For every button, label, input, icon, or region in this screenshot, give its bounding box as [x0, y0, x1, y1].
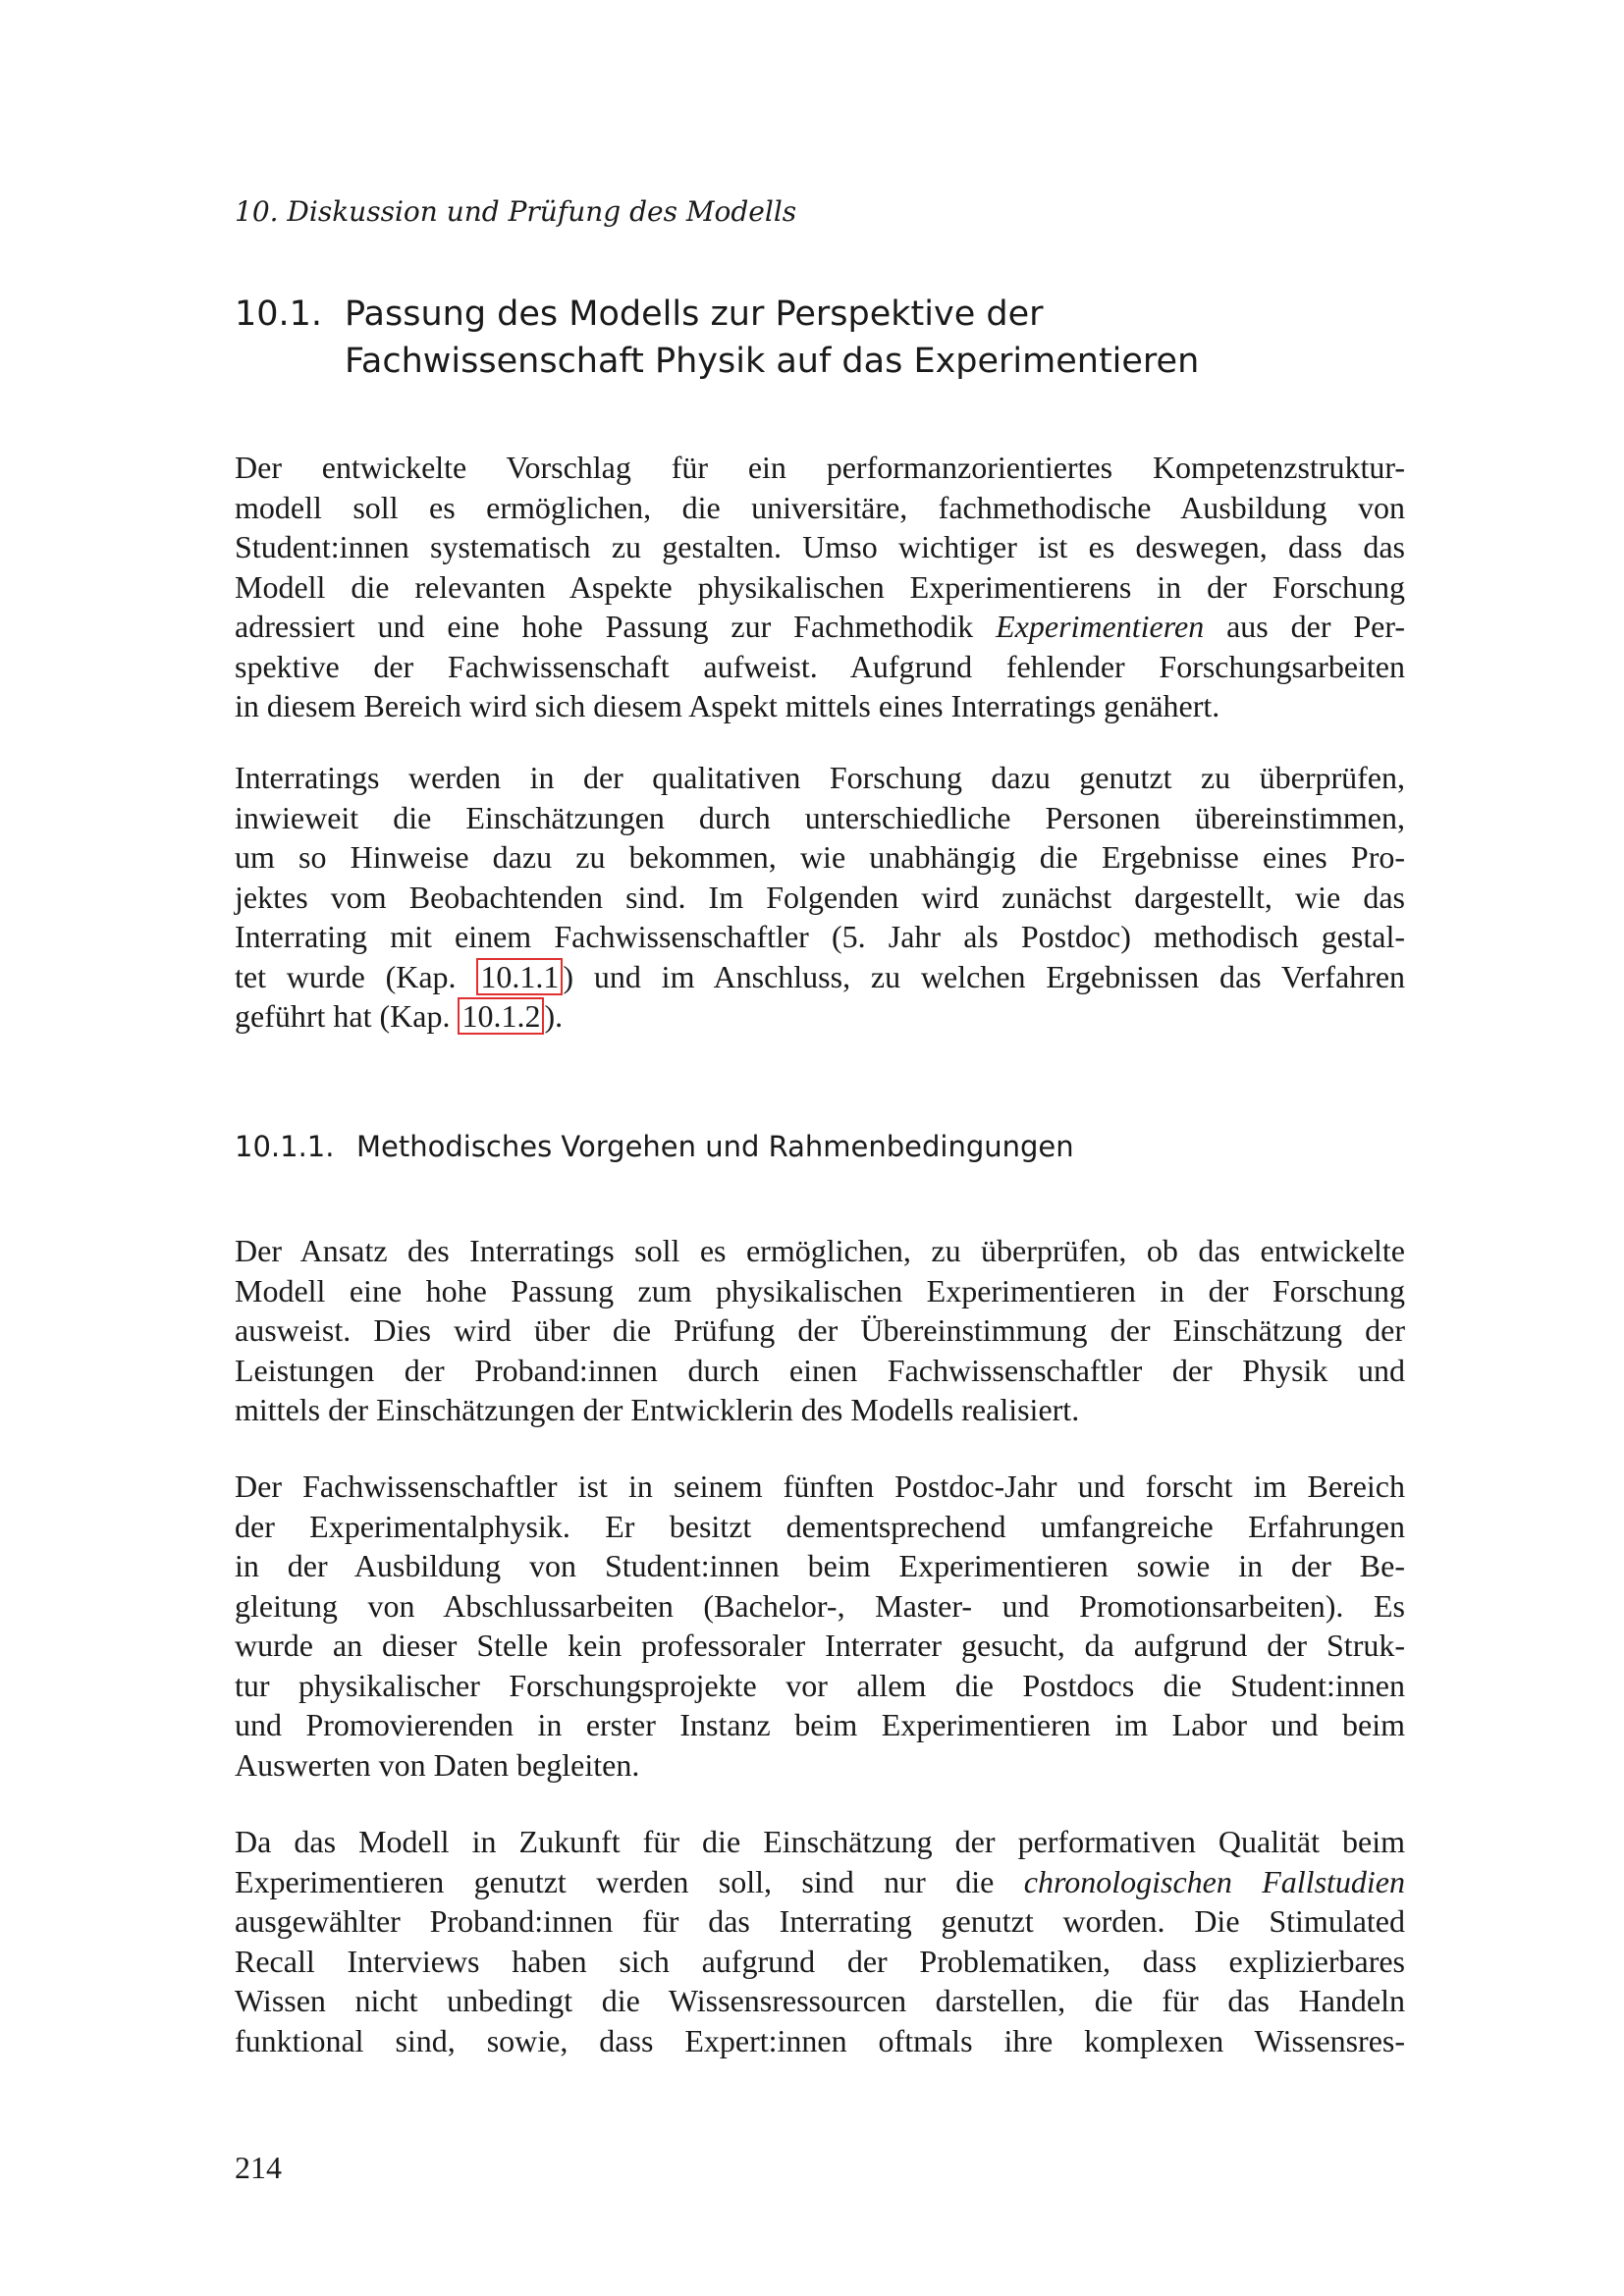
- text-line: gleitung von Abschlussarbeiten (Bachelor-, Master- und Promotionsarbeiten). Es: [235, 1587, 1405, 1624]
- section-title-line-2: Fachwissenschaft Physik auf das Experimentieren: [345, 342, 1200, 381]
- paragraph-1: [235, 448, 1405, 726]
- document-page: [235, 0, 1405, 2296]
- subsection-number: 10.1.1.: [235, 1130, 335, 1163]
- text-line: [235, 957, 1405, 997]
- section-heading: [235, 291, 1405, 385]
- text-segment: adressiert und eine hohe Passung zur Fachmethodik: [235, 609, 974, 644]
- text-line: um so Hinweise dazu zu bekommen, wie unabhängig die Ergebnisse eines Pro-: [235, 839, 1405, 875]
- text-line: ausgewählter Proband:innen für das Interrating genutzt worden. Die Stimulated: [235, 1903, 1405, 1939]
- text-line: [235, 1862, 1405, 1902]
- text-line: ausweist. Dies wird über die Prüfung der Übereinstimmung der Einschätzung der: [235, 1312, 1405, 1348]
- text-line: mittels der Einschätzungen der Entwicklerin des Modells realisiert.: [235, 1392, 1080, 1427]
- text-segment: geführt hat (Kap.: [235, 998, 451, 1034]
- text-line: in der Ausbildung von Student:innen beim Experimentieren sowie in der Be-: [235, 1548, 1405, 1583]
- paragraph-4: [235, 1467, 1405, 1785]
- text-line: in diesem Bereich wird sich diesem Aspekt mittels eines Interratings genähert.: [235, 688, 1220, 723]
- emphasis-chronologischen-fallstudien: chronologischen Fallstudien: [1023, 1863, 1406, 1899]
- text-line: spektive der Fachwissenschaft aufweist. Aufgrund fehlender Forschungsarbeiten: [235, 648, 1405, 684]
- text-line: Interrating mit einem Fachwissenschaftler (5. Jahr als Postdoc) methodisch gestal-: [235, 919, 1405, 954]
- text-line: Leistungen der Proband:innen durch einen Fachwissenschaftler der Physik und: [235, 1352, 1405, 1388]
- text-line: Student:innen systematisch zu gestalten. Umso wichtiger ist es deswegen, dass das: [235, 529, 1405, 564]
- text-line: inwieweit die Einschätzungen durch unterschiedliche Personen übereinstimmen,: [235, 799, 1405, 835]
- text-line: funktional sind, sowie, dass Expert:innen oftmals ihre komplexen Wissensres-: [235, 2022, 1405, 2058]
- text-line: Modell eine hohe Passung zum physikalischen Experimentieren in der Forschung: [235, 1272, 1405, 1308]
- section-number: 10.1.: [235, 294, 323, 334]
- text-line: tur physikalischer Forschungsprojekte vor allem die Postdocs die Student:innen: [235, 1667, 1405, 1703]
- section-title: [345, 291, 1405, 385]
- paragraph-3: [235, 1231, 1405, 1430]
- text-segment: aus der Per-: [1226, 609, 1406, 644]
- running-head: 10. Diskussion und Prüfung des Modells: [235, 195, 797, 228]
- text-line: Der entwickelte Vorschlag für ein performanzorientiertes Kompetenzstruktur-: [235, 450, 1405, 485]
- text-line: wurde an dieser Stelle kein professoraler Interrater gesucht, da aufgrund der Struk-: [235, 1628, 1405, 1663]
- text-line: Auswerten von Daten begleiten.: [235, 1746, 640, 1783]
- paragraph-2: [235, 758, 1405, 1037]
- text-line: jektes vom Beobachtenden sind. Im Folgenden wird zunächst dargestellt, wie das: [235, 879, 1405, 915]
- text-line: Recall Interviews haben sich aufgrund der Problematiken, dass explizierbares: [235, 1943, 1405, 1979]
- text-segment: Experimentieren genutzt werden soll, sind nur die: [235, 1863, 995, 1899]
- section-title-line-1: Passung des Modells zur Perspektive der: [345, 294, 1044, 334]
- cross-reference-link-10-1-1[interactable]: 10.1.1: [476, 958, 563, 995]
- subsection-title: Methodisches Vorgehen und Rahmenbedingungen: [356, 1130, 1074, 1163]
- text-line: der Experimentalphysik. Er besitzt dementsprechend umfangreiche Erfahrungen: [235, 1508, 1405, 1544]
- subsection-heading: [235, 1127, 1074, 1166]
- text-line: Der Fachwissenschaftler ist in seinem fünften Postdoc-Jahr und forscht im Bereich: [235, 1468, 1405, 1504]
- text-line: Der Ansatz des Interratings soll es ermöglichen, zu überprüfen, ob das entwickelte: [235, 1233, 1405, 1268]
- text-line: Interratings werden in der qualitativen Forschung dazu genutzt zu überprüfen,: [235, 760, 1405, 795]
- text-segment: ) und im Anschluss, zu welchen Ergebnissen das Verfahren: [563, 958, 1406, 994]
- emphasis-experimentieren: Experimentieren: [996, 609, 1205, 644]
- text-line: Da das Modell in Zukunft für die Einschätzung der performativen Qualität beim: [235, 1824, 1405, 1859]
- cross-reference-link-10-1-2[interactable]: 10.1.2: [458, 997, 544, 1035]
- paragraph-5: [235, 1822, 1405, 2060]
- text-segment: tet wurde (Kap.: [235, 958, 457, 994]
- text-line: Wissen nicht unbedingt die Wissensressourcen darstellen, die für das Handeln: [235, 1983, 1405, 2018]
- page-number: 214: [235, 2150, 282, 2185]
- text-line: und Promovierenden in erster Instanz beim Experimentieren im Labor und beim: [235, 1707, 1405, 1742]
- text-line: [235, 607, 1405, 647]
- text-segment: ).: [544, 998, 564, 1034]
- text-line: modell soll es ermöglichen, die universitäre, fachmethodische Ausbildung von: [235, 489, 1405, 525]
- text-line: [235, 996, 1405, 1037]
- text-line: Modell die relevanten Aspekte physikalischen Experimentierens in der Forschung: [235, 568, 1405, 605]
